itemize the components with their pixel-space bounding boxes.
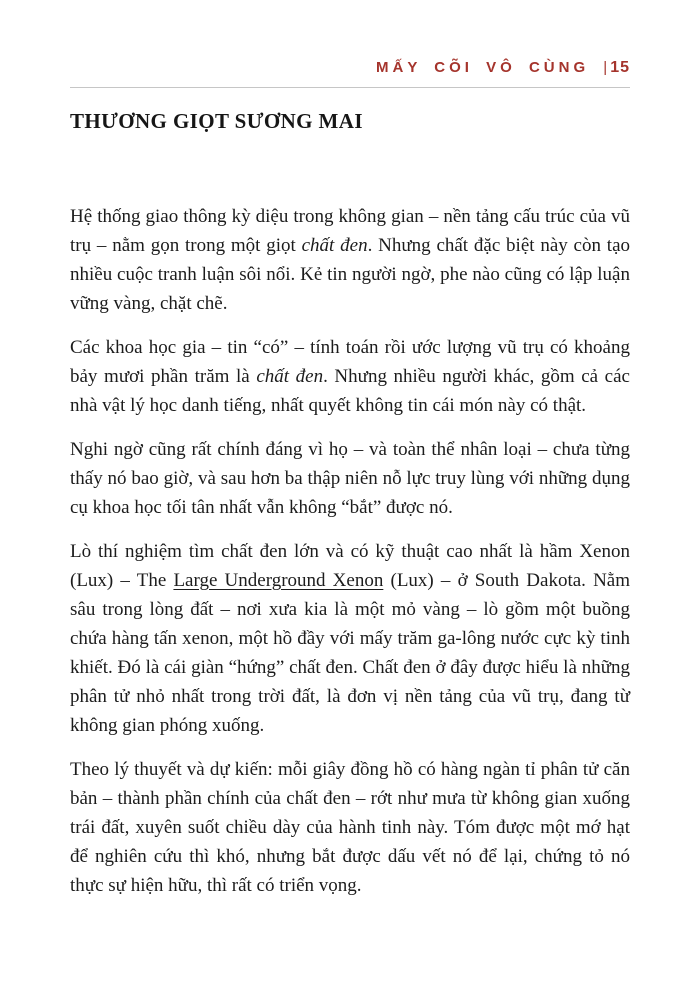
text-run: Theo lý thuyết và dự kiến: mỗi giây đồng hồ có hàng ngàn tỉ phân tử căn bản – thành phần chính của chất đen – rớt như mưa từ không gian xuống trái đất, xuyên suốt chiều dày của hành tinh này. Tóm được một mớ hạt để nghiên cứu thì khó, nhưng bắt được dấu vết nó để lại, chứng tỏ nó thực sự hiện hữu, thì rất có triển vọng. [70,759,630,896]
running-header-title: MẤY CÕI VÔ CÙNG [376,59,590,76]
paragraph [70,755,630,900]
running-header [70,58,630,78]
chapter-title: THƯƠNG GIỌT SƯƠNG MAI [70,109,363,133]
paragraph [70,202,630,318]
text-run-underline: Large Underground Xenon [173,570,384,591]
text-run-italic: chất đen [256,366,324,387]
paragraph [70,333,630,420]
header-separator: | [603,59,610,76]
text-run: Hệ thống giao thông kỳ diệu trong không gian – nền tảng cấu trúc của vũ trụ – nằm gọn trong một giọt [70,206,630,256]
paragraph [70,435,630,522]
text-run-italic: chất đen [301,235,368,256]
text-run: . Nhưng nhiều người khác, gồm cả các nhà vật lý học danh tiếng, nhất quyết không tin cái món này có thật. [70,366,630,416]
text-run: Các khoa học gia – tin “có” – tính toán rồi ước lượng vũ trụ có khoảng bảy mươi phần trăm là [70,337,630,387]
header-rule [70,87,630,88]
paragraph [70,537,630,740]
text-run: Nghi ngờ cũng rất chính đáng vì họ – và toàn thể nhân loại – chưa từng thấy nó bao giờ, và sau hơn ba thập niên nỗ lực truy lùng với những dụng cụ khoa học tối tân nhất vẫn không “bắt” được nó. [70,439,630,518]
page-number: 15 [610,59,630,76]
body-text [70,202,630,900]
text-run: Lò thí nghiệm tìm chất đen lớn và có kỹ thuật cao nhất là hầm Xenon (Lux) – The [70,541,630,591]
text-run: . Nhưng chất đặc biệt này còn tạo nhiều cuộc tranh luận sôi nổi. Kẻ tin người ngờ, phe nào cũng có lập luận vững vàng, chặt chẽ. [70,235,630,314]
text-run: (Lux) – ở South Dakota. Nằm sâu trong lòng đất – nơi xưa kia là một mỏ vàng – lò gồm một buồng chứa hàng tấn xenon, một hồ đầy với mấy trăm ga-lông nước cực kỳ tinh khiết. Đó là cái giàn “hứng” chất đen. Chất đen ở đây được hiểu là những phân tử nhỏ nhất trong trời đất, là đơn vị nền tảng của vũ trụ, đang từ không gian phóng xuống. [70,570,631,736]
